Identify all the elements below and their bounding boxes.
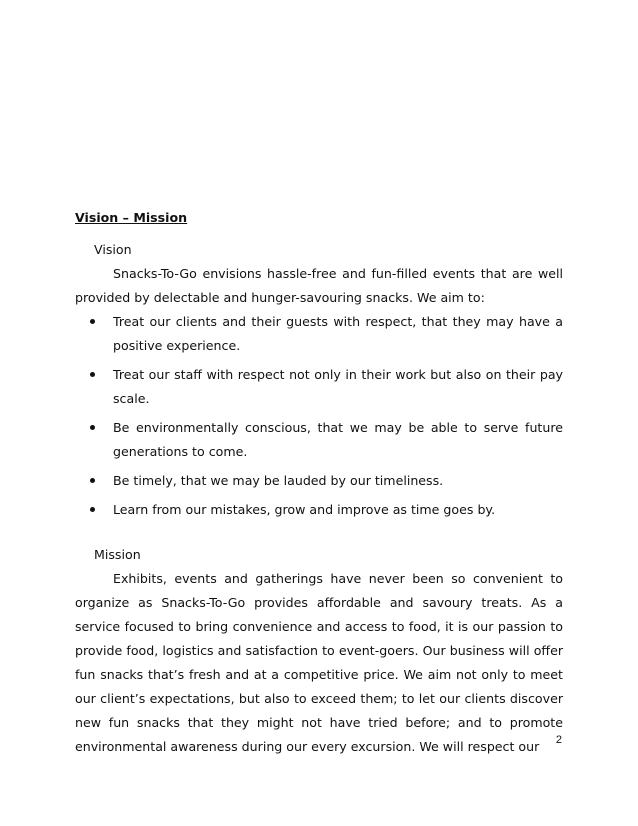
list-item-text: Treat our staff with respect not only in their work but also on their pay scale.: [113, 367, 563, 406]
vision-bullet-list: [75, 310, 563, 522]
bullet-icon: [90, 507, 95, 512]
list-item: [75, 363, 563, 411]
bullet-icon: [90, 372, 95, 377]
list-item-text: Be timely, that we may be lauded by our timeliness.: [113, 473, 444, 488]
vision-intro: Snacks-To-Go envisions hassle-free and fun-filled events that are well provided by delectable and hunger-savouring snacks. We aim to:: [75, 266, 563, 305]
bullet-icon: [90, 319, 95, 324]
list-item-text: Learn from our mistakes, grow and improve as time goes by.: [113, 502, 496, 517]
mission-title: Mission: [94, 547, 141, 562]
page-number: 2: [555, 734, 562, 746]
list-item: [75, 469, 563, 493]
list-item: [75, 416, 563, 464]
list-item: [75, 498, 563, 522]
mission-body: Exhibits, events and gatherings have never been so convenient to organize as Snacks-To-Go provides affordable and savoury treats. As a service focused to bring convenience and access to food, it is our passion to provide food, logistics and satisfaction to event-goers. Our business will offer fun snacks that’s fresh and at a competitive price. We aim not only to meet our client’s expectations, but also to exceed them; to let our clients discover new fun snacks that they might not have tried before; and to promote environmental awareness during our every excursion. We will respect our: [75, 571, 563, 754]
vision-title: Vision: [94, 242, 132, 257]
list-item-text: Be environmentally conscious, that we may be able to serve future generations to come.: [113, 420, 563, 459]
bullet-icon: [90, 425, 95, 430]
bullet-icon: [90, 478, 95, 483]
spacer: [75, 527, 563, 535]
list-item: [75, 310, 563, 358]
section-heading: Vision – Mission: [75, 210, 188, 225]
page-content: [75, 206, 563, 759]
list-item-text: Treat our clients and their guests with respect, that they may have a positive experience.: [113, 314, 563, 353]
